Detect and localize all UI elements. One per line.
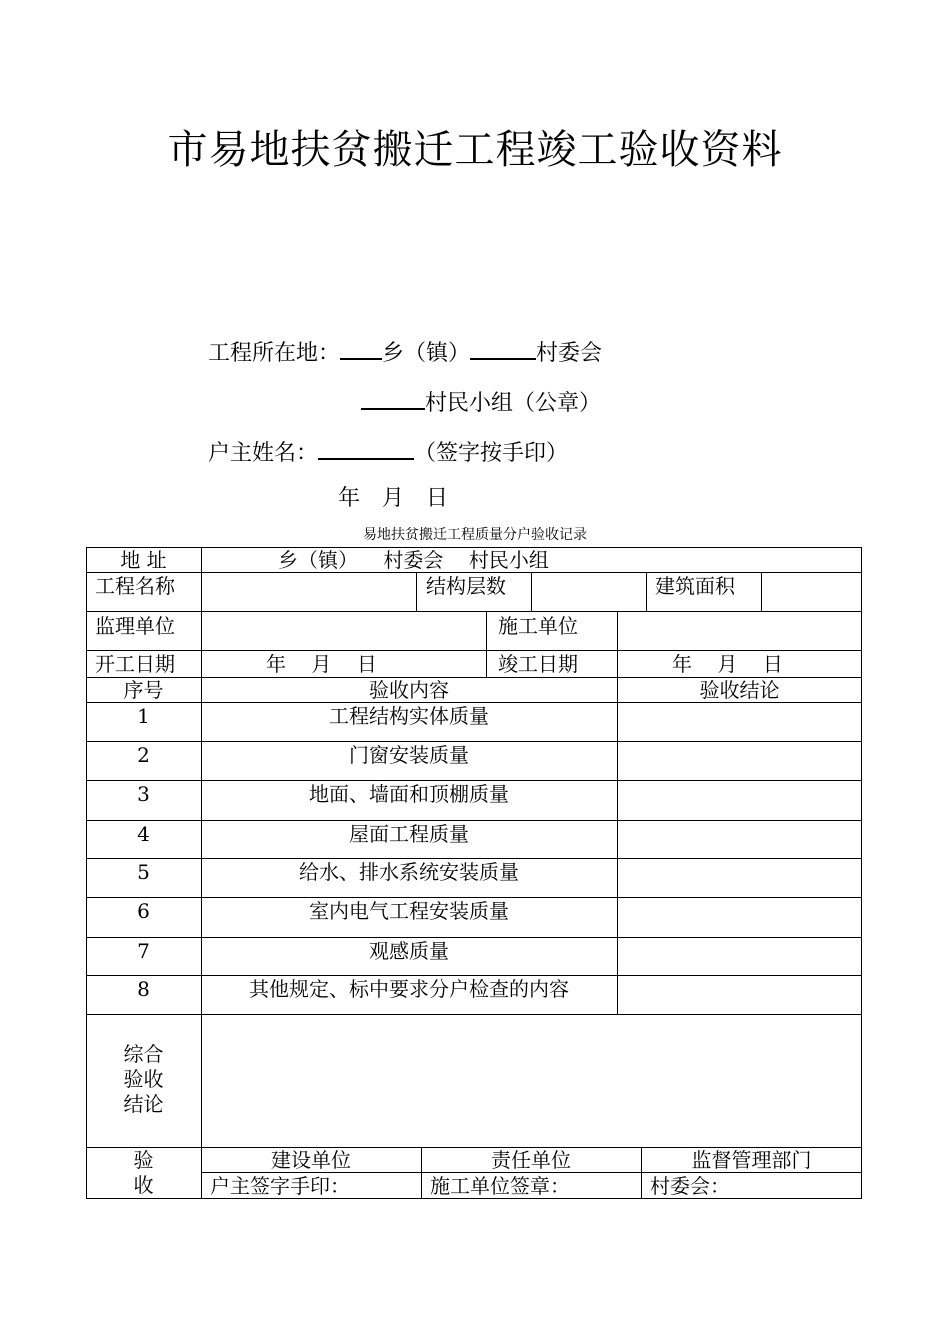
group-label: 村民小组（公章）: [425, 391, 602, 416]
town-blank[interactable]: [340, 334, 382, 360]
item-no: 6: [137, 899, 150, 923]
overall-label-line: 综合: [123, 1042, 164, 1066]
item-content: 地面、墙面和顶棚质量: [309, 782, 509, 806]
item-no: 2: [137, 743, 150, 767]
item-conclusion-field[interactable]: [618, 781, 861, 819]
start-date-label: 开工日期: [95, 652, 175, 676]
project-name-field[interactable]: [202, 573, 416, 611]
group-line: [361, 384, 601, 419]
overall-conclusion-label: [86, 1042, 201, 1117]
item-content: 室内电气工程安装质量: [309, 899, 509, 923]
date-year: 年: [338, 486, 361, 511]
item-conclusion-field[interactable]: [618, 859, 861, 896]
item-no: 8: [137, 977, 150, 1001]
item-no: 1: [137, 704, 150, 728]
owner-line: [208, 434, 568, 469]
start-date-value[interactable]: 年 月 日: [266, 652, 377, 676]
date-day: 日: [426, 486, 449, 511]
project-name-label: 工程名称: [95, 574, 175, 598]
constructor-seal-field[interactable]: 施工单位签章：: [430, 1174, 570, 1198]
overall-label-line: 验收: [123, 1067, 164, 1091]
location-line: [208, 334, 602, 369]
town-label: 乡（镇）: [382, 341, 471, 366]
acceptance-label: [86, 1148, 201, 1198]
construction-unit-label: 施工单位: [498, 614, 578, 638]
group-blank[interactable]: [361, 384, 425, 410]
structure-floors-field[interactable]: [532, 573, 646, 611]
col-content-header: 验收内容: [369, 678, 449, 702]
supervision-unit-label: 监理单位: [95, 614, 175, 638]
building-area-field[interactable]: [762, 573, 861, 611]
date-month: 月: [382, 486, 405, 511]
acceptance-label-line: 收: [133, 1173, 154, 1197]
item-conclusion-field[interactable]: [618, 938, 861, 974]
village-committee-sign-field[interactable]: 村委会：: [650, 1174, 730, 1198]
owner-note: （签字按手印）: [414, 441, 569, 466]
item-content: 观感质量: [369, 939, 449, 963]
address-label: 地 址: [120, 548, 167, 572]
item-content: 屋面工程质量: [349, 822, 469, 846]
item-no: 3: [137, 782, 150, 806]
construction-unit-field[interactable]: [618, 612, 861, 650]
item-conclusion-field[interactable]: [618, 703, 861, 740]
item-content: 其他规定、标中要求分户检查的内容: [249, 977, 569, 1001]
item-no: 5: [137, 860, 150, 884]
document-title: 市易地扶贫搬迁工程竣工验收资料: [167, 127, 783, 173]
item-conclusion-field[interactable]: [618, 976, 861, 1013]
overall-label-line: 结论: [123, 1092, 164, 1116]
item-conclusion-field[interactable]: [618, 898, 861, 936]
item-conclusion-field[interactable]: [618, 742, 861, 779]
item-content: 门窗安装质量: [349, 743, 469, 767]
completion-date-value[interactable]: 年 月 日: [672, 652, 783, 676]
building-area-label: 建筑面积: [655, 574, 735, 598]
item-no: 7: [137, 939, 150, 963]
col-conclusion-header: 验收结论: [699, 678, 780, 702]
item-content: 工程结构实体质量: [329, 704, 489, 728]
col-no-header: 序号: [123, 678, 164, 702]
structure-floors-label: 结构层数: [426, 574, 506, 598]
owner-label: 户主姓名：: [208, 441, 319, 466]
village-blank[interactable]: [470, 334, 536, 360]
overall-conclusion-field[interactable]: [202, 1015, 861, 1147]
acceptance-label-line: 验: [133, 1148, 154, 1172]
village-committee-label: 村委会: [536, 341, 603, 366]
completion-date-label: 竣工日期: [498, 652, 578, 676]
item-content: 给水、排水系统安装质量: [299, 860, 519, 884]
location-label: 工程所在地：: [208, 341, 341, 366]
supervision-unit-field[interactable]: [202, 612, 486, 650]
address-value[interactable]: 乡（镇） 村委会 村民小组: [278, 548, 549, 572]
item-no: 4: [137, 822, 150, 846]
owner-sign-field[interactable]: 户主签字手印：: [210, 1174, 350, 1198]
date-line: [338, 484, 448, 514]
item-conclusion-field[interactable]: [618, 821, 861, 857]
responsible-unit-header: 责任单位: [491, 1148, 571, 1172]
supervisory-dept-header: 监督管理部门: [691, 1148, 812, 1172]
form-caption: 易地扶贫搬迁工程质量分户验收记录: [363, 527, 587, 543]
owner-blank[interactable]: [318, 434, 414, 460]
acceptance-form: [86, 547, 862, 1199]
builder-unit-header: 建设单位: [271, 1148, 351, 1172]
